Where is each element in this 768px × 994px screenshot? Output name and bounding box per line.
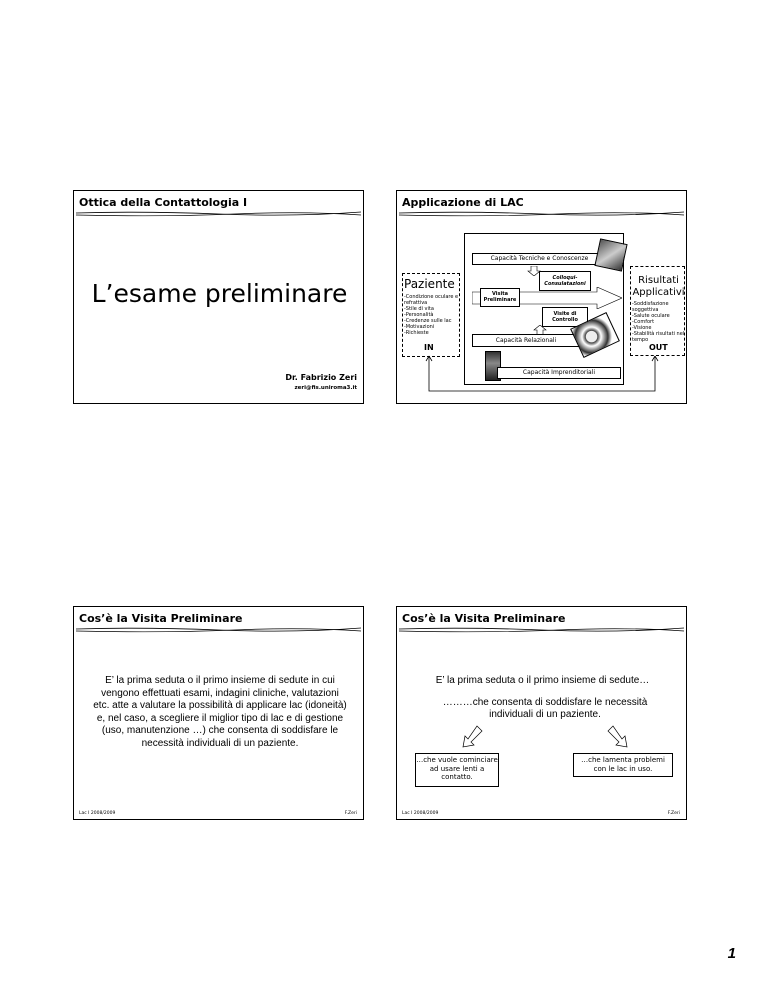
footer-author: F.Zeri (344, 811, 357, 816)
paziente-list (404, 294, 460, 336)
main-title: L’esame preliminare (91, 279, 348, 308)
slide-title: Cos’è la Visita Preliminare (79, 612, 243, 625)
risultati-item: -Comfort (632, 319, 655, 325)
problem-wearer-label: …che lamenta problemi con le lac in uso. (581, 756, 665, 773)
paziente-item: -Stile di vita (404, 306, 434, 312)
risultati-item: -Stabilità risultati nel tempo (632, 331, 685, 343)
title-divider (74, 625, 363, 635)
risultati-item: -Visione (632, 325, 652, 331)
capacita-imprenditoriali-box: Capacità Imprenditoriali (497, 367, 621, 379)
colloqui-label: Colloqui-Consulatazioni (544, 275, 586, 287)
footer-author: F.Zeri (667, 811, 680, 816)
photo-lens-handling (594, 238, 627, 271)
slide-4 (396, 606, 687, 820)
risultati-title: Risultati Applicativi (632, 275, 685, 298)
definition-text: E’ la prima seduta o il primo insieme di sedute in cui vengono effettuati esami, indagini cliniche, valutazioni etc. atte a valutare la possibilità di applicare lac (idoneità) e, nel caso, a scegliere il miglior tipo di lac e di gestione (uso, manutenzione …) che consenta di soddisfare le necessità individuali di un paziente. (93, 675, 347, 749)
out-label: OUT (649, 343, 668, 352)
title-divider (397, 209, 686, 219)
slide-title: Ottica della Contattologia I (79, 196, 248, 209)
footer-course: Lac I 2008/2009 (79, 811, 116, 816)
feedback-loop (397, 351, 688, 405)
slide-2 (396, 190, 687, 404)
problem-wearer-box (573, 753, 673, 777)
slide-1 (73, 190, 364, 404)
new-wearer-label: …che vuole cominciare ad usare lenti a contatto. (416, 756, 498, 781)
paziente-title: Paziente (404, 277, 455, 291)
visite-controllo-label: Visite di Controllo (552, 311, 578, 323)
visita-preliminare-box (480, 288, 520, 307)
slide-3 (73, 606, 364, 820)
risultati-list (632, 301, 686, 343)
footer-course: Lac I 2008/2009 (402, 811, 439, 816)
capacita-tecniche-box: Capacità Tecniche e Conoscenze (472, 253, 607, 265)
paziente-item: -Condizione oculare e refrattiva (404, 294, 459, 306)
title-divider (397, 625, 686, 635)
capacita-relazionali-box: Capacità Relazionali (472, 334, 580, 347)
in-label: IN (424, 343, 434, 352)
visita-preliminare-label: Visita Preliminare (483, 291, 517, 303)
needs-line: ………che consenta di soddisfare le necessità individuali di un paziente. (442, 697, 648, 720)
paziente-item: -Personalità (404, 312, 434, 318)
paziente-item: -Richieste (404, 330, 429, 336)
intro-line: E’ la prima seduta o il primo insieme di sedute… (435, 675, 650, 686)
paziente-item: -Motivazioni (404, 324, 435, 330)
slide-title: Cos’è la Visita Preliminare (402, 612, 566, 625)
new-wearer-box (415, 753, 499, 787)
author-email: zeri@fis.uniroma3.it (294, 385, 357, 391)
arrow-right-down (607, 725, 631, 749)
risultati-item: -Soddisfazione soggettiva (632, 301, 669, 313)
paziente-item: -Credenze sulle lac (404, 318, 452, 324)
risultati-item: -Salute oculare (632, 313, 670, 319)
arrow-left-down (459, 725, 483, 749)
slide-title: Applicazione di LAC (402, 196, 524, 209)
author-name: Dr. Fabrizio Zeri (285, 373, 357, 382)
page-number: 1 (727, 945, 736, 962)
title-divider (74, 209, 363, 219)
